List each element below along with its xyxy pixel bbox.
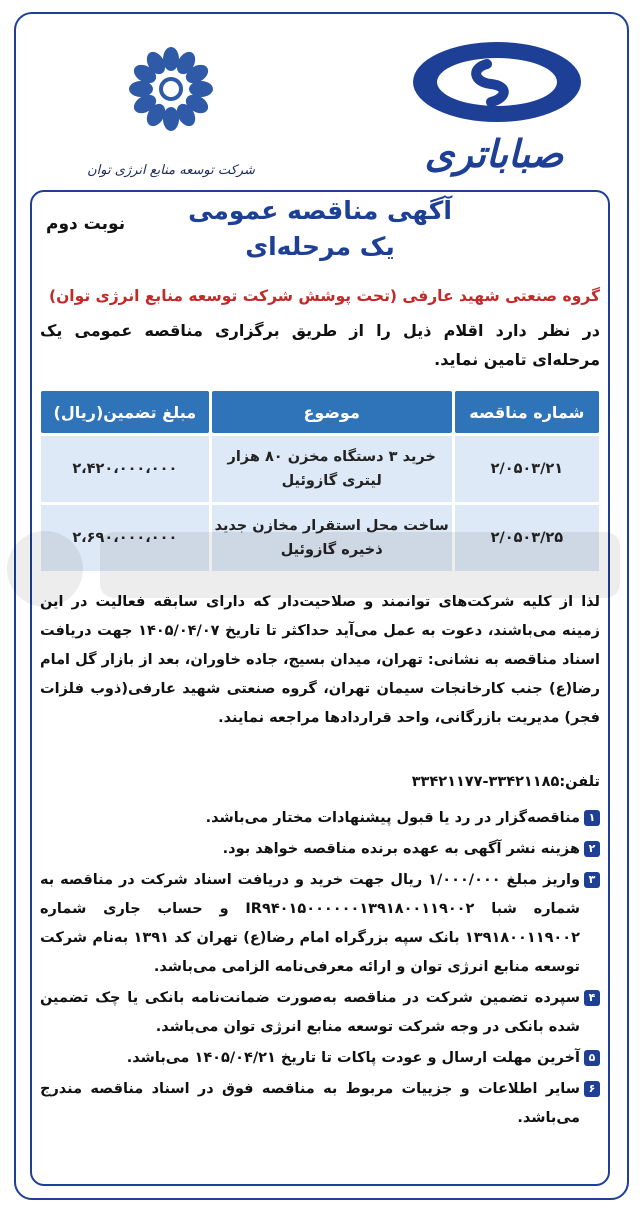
item-text: مناقصه‌گزار در رد یا قبول پیشنهادات مختار می‌باشد. [205, 810, 580, 826]
table-row [41, 436, 599, 502]
item-text: آخرین مهلت ارسال و عودت پاکات تا تاریخ ۱۴۰۵/۰۴/۲۱ می‌باشد. [126, 1050, 580, 1066]
intro-text: در نظر دارد اقلام ذیل را از طریق برگزاری مناقصه عمومی یک مرحله‌ای تامین نماید. [40, 321, 600, 369]
body-text: لذا از کلیه شرکت‌های توانمند و صلاحیت‌دار که دارای سابقه فعالیت در این زمینه می‌باشند، دعوت به عمل می‌آید حداکثر تا تاریخ ۱۴۰۵/۰۴/۰۷ جهت دریافت اسناد مناقصه به نشانی: تهران، میدان بسیج، جاده خاوران، بعد از بازار گل امام رضا(ع) جنب کارخانجات سیمان تهران، گروه صنعتی شهید عارفی(ذوب فلزات فجر) مدیریت بازرگانی، واحد قراردادها مراجعه نمایند. [40, 594, 600, 726]
list-item [40, 984, 600, 1042]
item-number: ۴ [584, 990, 600, 1006]
title-line-2: یک مرحله‌ای [245, 232, 395, 261]
tender-subject: خرید ۳ دستگاه مخزن ۸۰ هزار لیتری گازوئیل [212, 436, 452, 502]
item-number: ۵ [584, 1050, 600, 1066]
header-subject: موضوع [212, 391, 452, 433]
list-item [40, 835, 600, 864]
list-item [40, 1044, 600, 1073]
title-line-1: آگهی مناقصه عمومی [188, 196, 452, 225]
header-amount: مبلغ تضمین(ریال) [41, 391, 209, 433]
tender-subject: ساخت محل استقرار مخازن جدید ذخیره گازوئیل [212, 505, 452, 571]
list-item [40, 1075, 600, 1133]
conditions-list [40, 804, 600, 1135]
table-header-row [41, 391, 599, 433]
item-number: ۱ [584, 810, 600, 826]
item-text: واریز مبلغ ۱/۰۰۰/۰۰۰ ریال جهت خرید و دریافت اسناد شرکت در مناقصه به شماره شبا IR۹۴۰۱۵۰۰۰۰۰۰۱۳۹۱۸۰۰۱۱۹۰۰۲ و حساب جاری شماره ۱۳۹۱۸۰۰۱۱۹۰۰۲ بانک سپه بزرگراه امام رضا(ع) تهران کد ۱۳۹۱ به‌نام شرکت توسعه منابع انرژی توان و ارائه معرفی‌نامه الزامی می‌باشد. [40, 872, 580, 975]
tender-amount: ۲،۶۹۰،۰۰۰،۰۰۰ [41, 505, 209, 571]
tender-amount: ۲،۴۲۰،۰۰۰،۰۰۰ [41, 436, 209, 502]
phone-numbers: تلفن:۳۳۴۲۱۱۸۵-۳۳۴۲۱۱۷۷ [411, 774, 600, 790]
item-number: ۳ [584, 872, 600, 888]
saba-battery-logo [379, 24, 609, 189]
item-text: سایر اطلاعات و جزییات مربوط به مناقصه فوق در اسناد مناقصه مندرج می‌باشد. [40, 1081, 580, 1126]
table-row [41, 505, 599, 571]
company-line: گروه صنعتی شهید عارفی (تحت پوشش شرکت توسعه منابع انرژی توان) [48, 287, 600, 305]
list-item [40, 866, 600, 982]
header-number: شماره مناقصه [455, 391, 599, 433]
tender-notice [30, 190, 610, 1186]
tavan-logo [86, 34, 256, 184]
brand-name: صباباتری [424, 132, 564, 176]
list-item [40, 804, 600, 833]
round-label: نوبت دوم [46, 214, 126, 234]
item-number: ۶ [584, 1081, 600, 1097]
ad-frame [14, 12, 629, 1200]
item-number: ۲ [584, 841, 600, 857]
tender-number: ۲/۰۵۰۳/۲۱ [455, 436, 599, 502]
tender-number: ۲/۰۵۰۳/۲۵ [455, 505, 599, 571]
item-text: سپرده تضمین شرکت در مناقصه به‌صورت ضمانت‌نامه بانکی یا چک تضمین شده بانکی در وجه شرکت توسعه منابع انرژی توان می‌باشد. [40, 990, 580, 1035]
item-text: هزینه نشر آگهی به عهده برنده مناقصه خواهد بود. [222, 841, 580, 857]
tavan-caption: شرکت توسعه منابع انرژی توان [87, 163, 255, 178]
header [16, 14, 627, 194]
tender-table [38, 388, 602, 574]
